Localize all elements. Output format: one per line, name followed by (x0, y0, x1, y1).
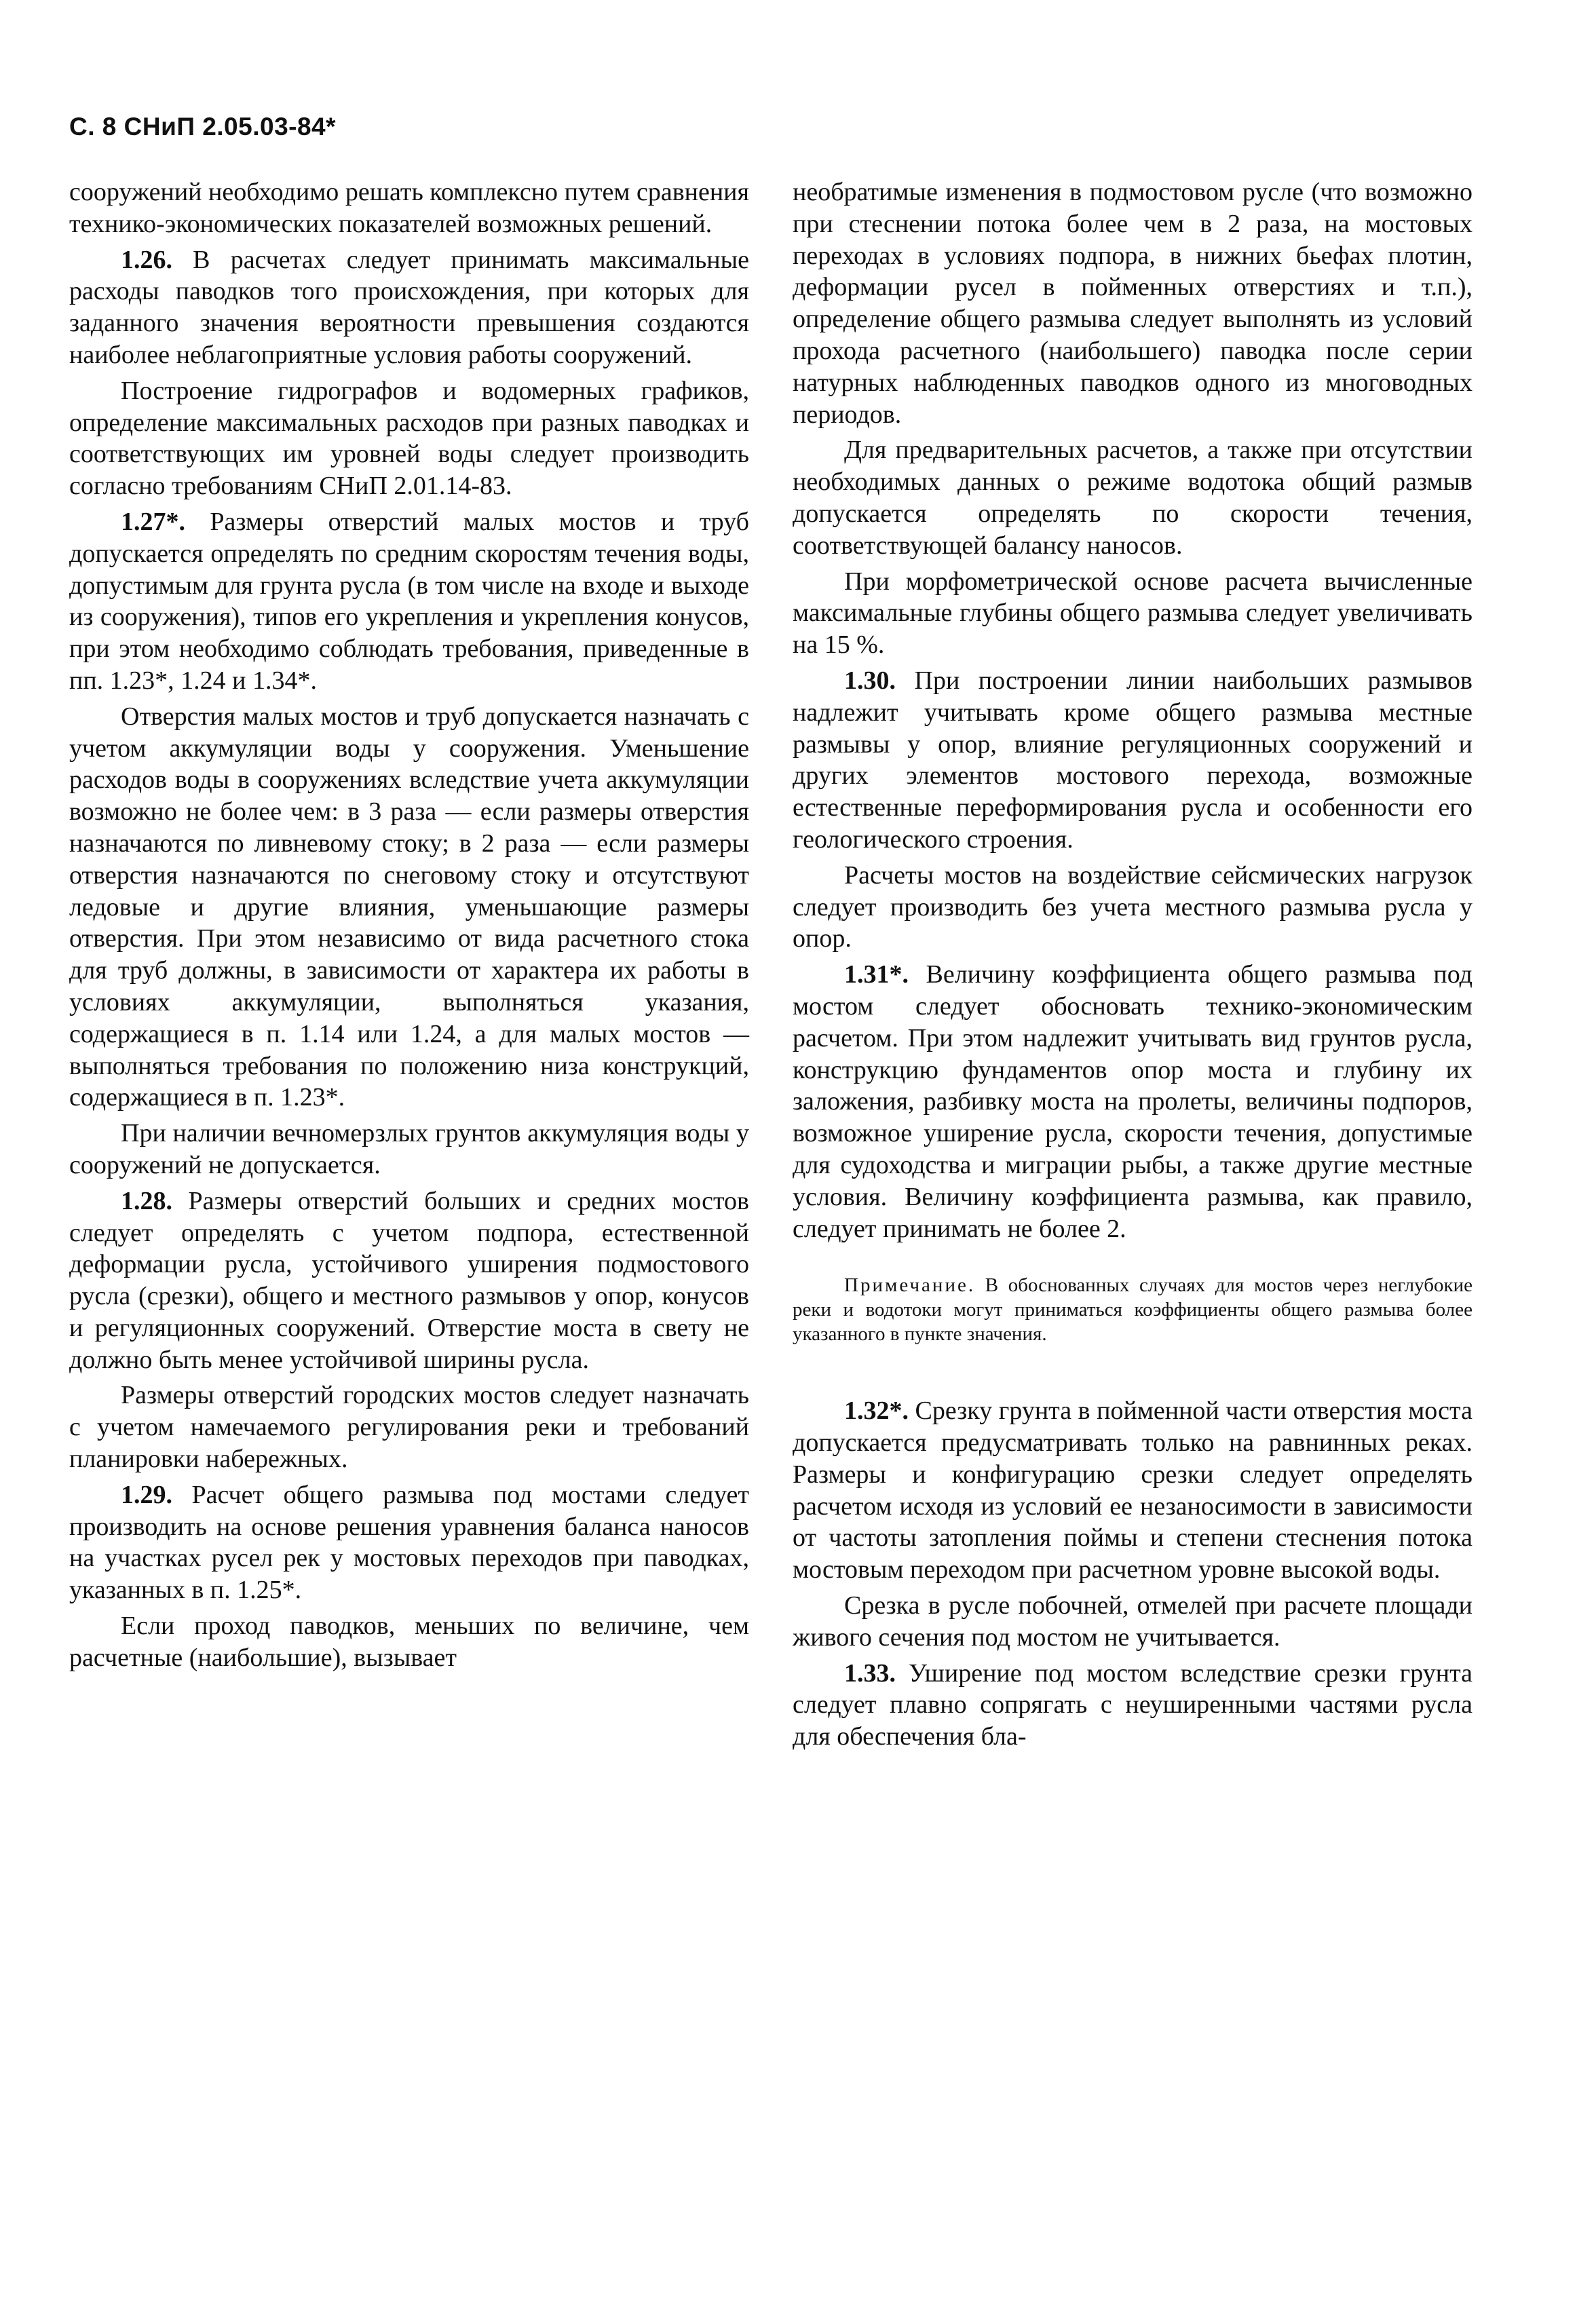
left-column (69, 176, 749, 1674)
clause-1-26 (69, 244, 749, 371)
clause-1-27 (69, 506, 749, 697)
note-text: В обоснованных случаях для мостов через неглубокие реки и водотоки могут приниматься коэффициенты общего размыва более указанного в пункте значения. (793, 1274, 1472, 1346)
clause-1-30 (793, 665, 1472, 856)
clause-number: 1.30. (844, 666, 896, 695)
clause-number: 1.33. (844, 1658, 896, 1688)
clause-number: 1.29. (121, 1480, 172, 1509)
paragraph: Построение гидрографов и водомерных графиков, определение максимальных расходов при разных паводках и соответствующих им уровней воды следует производить согласно требованиям СНиП 2.01.14-83. (69, 376, 749, 501)
clause-1-32 (793, 1395, 1472, 1586)
paragraph: Срезка в русле побочней, отмелей при расчете площади живого сечения под мостом не учитывается. (793, 1591, 1472, 1652)
note (793, 1273, 1472, 1346)
clause-text: При построении линии наибольших размывов надлежит учитывать кроме общего размыва местные размывы у опор, влияние регуляционных сооружений и других элементов мостового перехода, возможные естественные переформирования русла и особенности его геологического строения. (793, 666, 1472, 854)
running-head: С. 8 СНиП 2.05.03-84* (69, 113, 337, 140)
paragraph: При наличии вечномерзлых грунтов аккумуляция воды у сооружений не допускается. (69, 1119, 749, 1179)
clause-text: Размеры отверстий малых мостов и труб допускается определять по средним скоростям течения воды, допустимым для грунта русла (в том числе на входе и выходе из сооружения), типов его укрепления и укрепления конусов, при этом необходимо соблюдать требования, приведенные в пп. 1.23*, 1.24 и 1.34*. (69, 507, 749, 695)
clause-text: Величину коэффициента общего размыва под мостом следует обосновать технико-экономическим расчетом. При этом надлежит учитывать вид грунтов русла, конструкцию фундаментов опор моста и глубину их заложения, разбивку моста на пролеты, величины подпоров, возможное уширение русла, скорости течения, допустимые для судоходства и миграции рыбы, а также другие местные условия. Величину коэффициента размыва, как правило, следует принимать не более 2. (793, 960, 1472, 1243)
clause-1-33 (793, 1658, 1472, 1753)
clause-text: Размеры отверстий больших и средних мостов следует определять с учетом подпора, естественной деформации русла, устойчивого уширения подмостового русла (срезки), общего и местного размывов у опор, конусов и регуляционных сооружений. Отверстие моста в свету не должно быть менее устойчивой ширины русла. (69, 1186, 749, 1374)
paragraph: Для предварительных расчетов, а также при отсутствии необходимых данных о режиме водотока общий размыв допускается определять по скорости течения, соответствующей балансу наносов. (793, 436, 1472, 560)
right-column (793, 176, 1472, 1753)
clause-number: 1.26. (121, 245, 172, 274)
paragraph: Отверстия малых мостов и труб допускается назначать с учетом аккумуляции воды у сооружения. Уменьшение расходов воды в сооружениях вследствие учета аккумуляции возможно не более чем: в 3 раза — если размеры отверстия назначаются по ливневому стоку; в 2 раза — если размеры отверстия назначаются по снеговому стоку и отсутствуют ледовые и другие влияния, уменьшающие размеры отверстия. При этом независимо от вида расчетного стока для труб должны, в зависимости от характера их работы в условиях аккумуляции, выполняться указания, содержащиеся в п. 1.14 или 1.24, а для малых мостов — выполняться требования по положению низа конструкций, содержащиеся в п. 1.23*. (69, 702, 749, 1112)
clause-text: В расчетах следует принимать максимальные расходы паводков того происхождения, при которых для заданного значения вероятности превышения создаются наиболее неблагоприятные условия работы сооружений. (69, 245, 749, 369)
clause-1-29 (69, 1479, 749, 1606)
paragraph: Размеры отверстий городских мостов следует назначать с учетом намечаемого регулирования реки и требований планировки набережных. (69, 1381, 749, 1474)
clause-1-31 (793, 959, 1472, 1244)
clause-text: Уширение под мостом вследствие срезки грунта следует плавно сопрягать с неуширенными частями русла для обеспечения бла- (793, 1658, 1472, 1751)
clause-text: Расчет общего размыва под мостами следует производить на основе решения уравнения баланса наносов на участках русел рек у мостовых переходов при паводках, указанных в п. 1.25*. (69, 1480, 749, 1605)
paragraph: сооружений необходимо решать комплексно путем сравнения технико-экономических показателей возможных решений. (69, 178, 749, 238)
note-label: Примечание. (844, 1274, 976, 1297)
clause-1-28 (69, 1185, 749, 1376)
clause-number: 1.28. (121, 1186, 172, 1215)
paragraph: Если проход паводков, меньших по величине, чем расчетные (наибольшие), вызывает (69, 1612, 749, 1672)
paragraph: При морфометрической основе расчета вычисленные максимальные глубины общего размыва следует увеличивать на 15 %. (793, 567, 1472, 660)
clause-number: 1.27*. (121, 507, 185, 536)
paragraph: необратимые изменения в подмостовом русле (что возможно при стеснении потока более чем в 2 раза, на мостовых переходах в условиях подпора, в нижних бьефах плотин, деформации русел в пойменных отверстиях и т.п.), определение общего размыва следует выполнять из условий прохода расчетного (наибольшего) паводка после серии натурных наблюденных паводков одного из многоводных периодов. (793, 178, 1472, 429)
clause-number: 1.31*. (844, 960, 909, 989)
clause-text: Срезку грунта в пойменной части отверстия моста допускается предусматривать только на равнинных реках. Размеры и конфигурацию срезки следует определять расчетом исходя из условий ее незаносимости в зависимости от частоты затопления поймы и степени стеснения потока мостовым переходом при расчетном уровне высокой воды. (793, 1396, 1472, 1584)
clause-number: 1.32*. (844, 1396, 909, 1426)
paragraph: Расчеты мостов на воздействие сейсмических нагрузок следует производить без учета местного размыва русла у опор. (793, 860, 1472, 953)
